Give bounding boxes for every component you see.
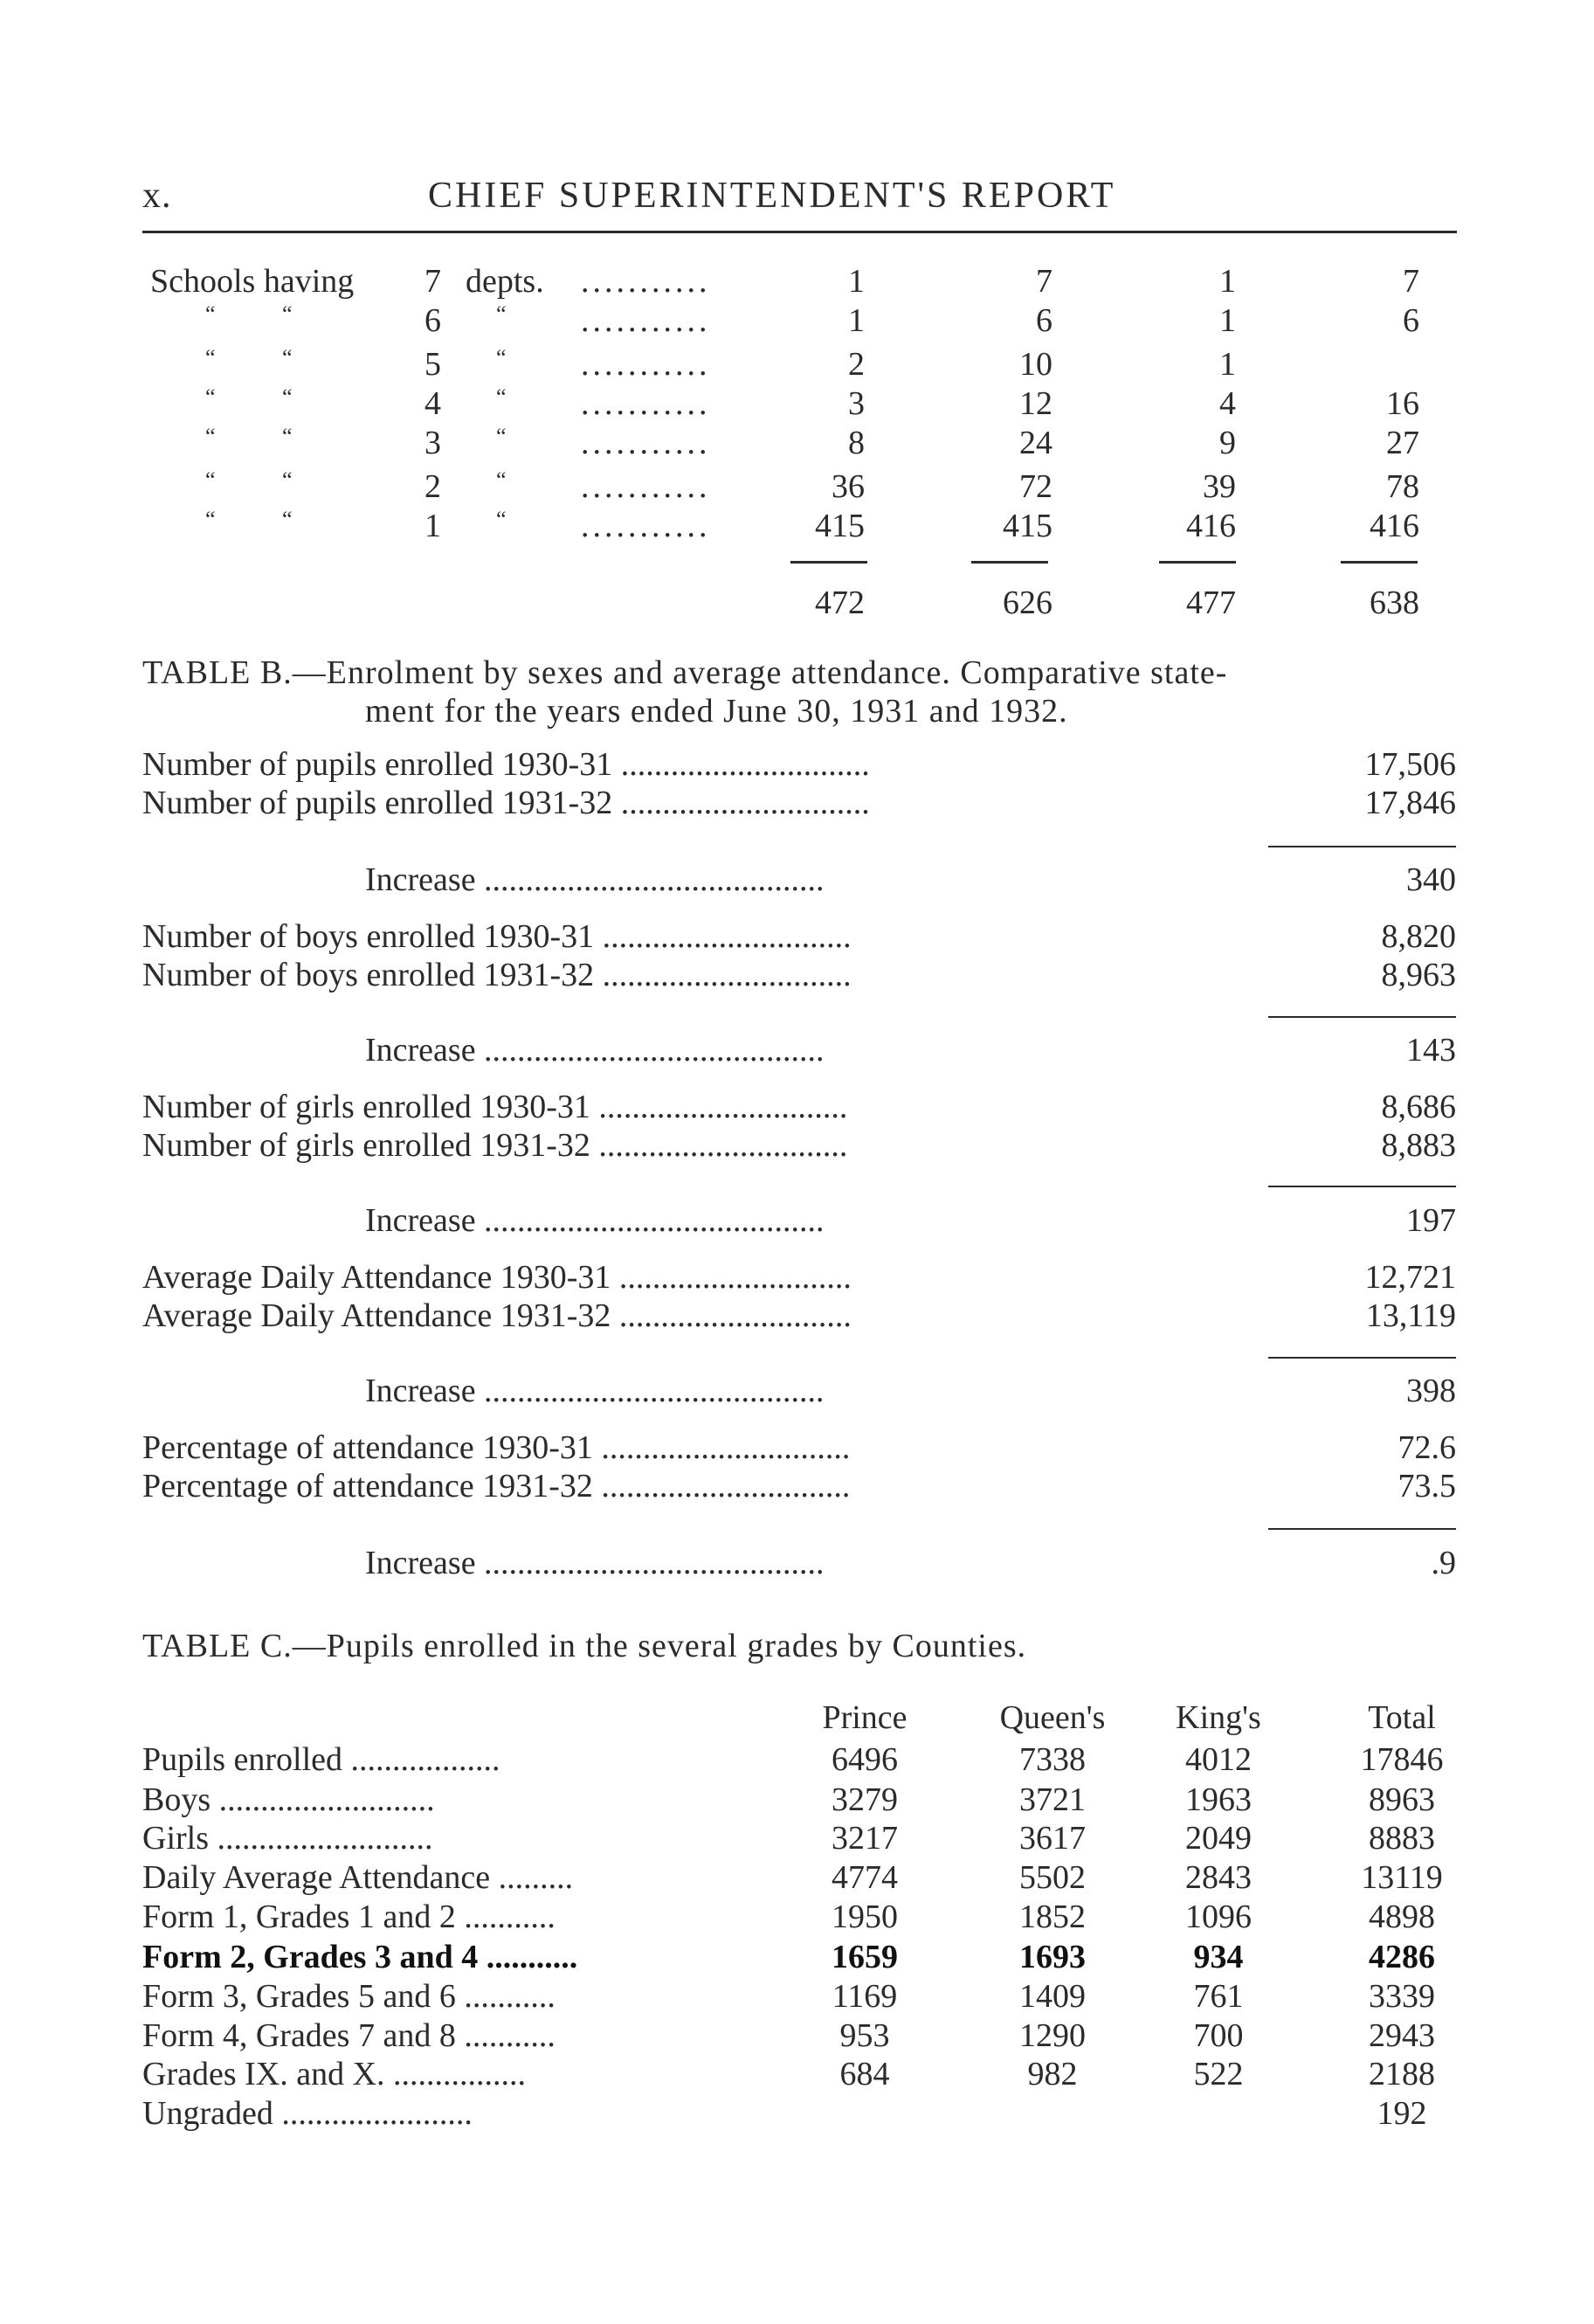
table-c-row xyxy=(0,1740,1594,1781)
row-label: “ “ xyxy=(205,301,293,327)
table-a-cell: 12 xyxy=(1019,385,1052,422)
table-c-cell: 192 xyxy=(1377,2095,1427,2132)
table-a-total: 477 xyxy=(1186,584,1236,621)
table-c-cell: 2843 xyxy=(1185,1859,1252,1896)
row-label: Form 3, Grades 5 and 6 ........... xyxy=(142,1978,555,2015)
page-number: x. xyxy=(142,176,172,216)
sum-rule xyxy=(971,561,1048,564)
table-a-cell: 9 xyxy=(1219,425,1236,461)
table-c-cell: 13119 xyxy=(1361,1859,1443,1896)
unit-label: “ xyxy=(496,507,507,532)
row-value: 73.5 xyxy=(1397,1468,1456,1504)
department-count: 7 xyxy=(424,263,441,300)
table-a-cell: 27 xyxy=(1386,425,1419,461)
table-c-row xyxy=(0,2055,1594,2095)
header-rule xyxy=(142,231,1457,233)
enrolment-row xyxy=(0,1258,1594,1302)
column-header: Total xyxy=(1368,1699,1436,1736)
department-count: 3 xyxy=(424,425,441,461)
row-label: Increase ......................................... xyxy=(365,861,825,898)
leader-dots: ........... xyxy=(581,508,711,544)
table-a-cell: 8 xyxy=(848,425,865,461)
table-a-cell: 416 xyxy=(1186,508,1236,544)
enrolment-row xyxy=(0,1126,1594,1170)
row-label: Average Daily Attendance 1930-31 ............................ xyxy=(142,1259,852,1296)
leader-dots: ........... xyxy=(581,425,711,461)
table-a-cell: 416 xyxy=(1370,508,1419,544)
table-c-cell: 1290 xyxy=(1019,2017,1086,2054)
row-label: Schools having xyxy=(150,263,355,300)
row-value: 13,119 xyxy=(1365,1297,1456,1334)
leader-dots: ........... xyxy=(581,385,711,422)
table-c-cell: 3617 xyxy=(1019,1820,1086,1857)
table-c-cell: 1852 xyxy=(1019,1899,1086,1935)
table-a-total: 626 xyxy=(1003,584,1052,621)
table-c-cell: 1963 xyxy=(1185,1781,1252,1818)
table-c-cell: 3279 xyxy=(832,1781,898,1818)
row-value: 8,686 xyxy=(1381,1089,1456,1125)
sum-rule xyxy=(1268,846,1456,847)
unit-label: “ xyxy=(496,467,507,493)
row-value: 8,963 xyxy=(1381,957,1456,993)
row-label: Form 4, Grades 7 and 8 ........... xyxy=(142,2017,555,2054)
enrolment-row xyxy=(0,1467,1594,1511)
unit-label: “ xyxy=(496,384,507,410)
row-value: 143 xyxy=(1406,1032,1456,1069)
enrolment-row xyxy=(0,784,1594,827)
row-value: 72.6 xyxy=(1397,1429,1456,1466)
table-b-caption-line2: ment for the years ended June 30, 1931 and 1932. xyxy=(365,693,1068,730)
table-a-cell: 39 xyxy=(1203,468,1236,505)
row-label: “ “ xyxy=(205,345,293,370)
table-c-cell: 953 xyxy=(839,2017,890,2054)
table-c-row xyxy=(0,2016,1594,2057)
row-label: Form 1, Grades 1 and 2 ........... xyxy=(142,1899,555,1935)
sum-rule xyxy=(1159,561,1236,564)
leader-dots: ........... xyxy=(581,346,711,383)
table-a-row xyxy=(0,424,1594,464)
increase-row xyxy=(0,861,1594,904)
row-label: Percentage of attendance 1931-32 .............................. xyxy=(142,1468,851,1504)
row-value: 8,883 xyxy=(1381,1127,1456,1164)
row-label: Grades IX. and X. ................ xyxy=(142,2056,527,2092)
increase-row xyxy=(0,1031,1594,1075)
table-a-cell: 1 xyxy=(848,302,865,339)
table-c-cell: 8963 xyxy=(1369,1781,1435,1818)
unit-label: “ xyxy=(496,345,507,370)
table-c-cell: 2188 xyxy=(1369,2056,1435,2092)
row-label: Number of girls enrolled 1931-32 .............................. xyxy=(142,1127,848,1164)
row-value: 17,846 xyxy=(1364,785,1456,821)
row-label: Number of boys enrolled 1930-31 .............................. xyxy=(142,918,852,955)
row-label: Daily Average Attendance ......... xyxy=(142,1859,574,1896)
page-header-title: CHIEF SUPERINTENDENT'S REPORT xyxy=(428,176,1116,216)
table-a-row xyxy=(0,262,1594,302)
table-a-cell: 2 xyxy=(848,346,865,383)
table-c-cell: 1659 xyxy=(832,1939,898,1975)
table-c-row xyxy=(0,1938,1594,1978)
table-a-cell: 1 xyxy=(848,263,865,300)
table-c-cell: 3217 xyxy=(832,1820,898,1857)
enrolment-row xyxy=(0,745,1594,789)
leader-dots: ........... xyxy=(581,263,711,300)
row-label: Percentage of attendance 1930-31 .............................. xyxy=(142,1429,851,1466)
table-c-cell: 684 xyxy=(839,2056,890,2092)
table-a-cell: 6 xyxy=(1403,302,1419,339)
row-label: Number of pupils enrolled 1931-32 .............................. xyxy=(142,785,870,821)
table-c-cell: 3721 xyxy=(1019,1781,1086,1818)
enrolment-row xyxy=(0,1428,1594,1472)
row-value: 12,721 xyxy=(1364,1259,1456,1296)
table-b-caption-line1: TABLE B.—Enrolment by sexes and average attendance. Comparative state- xyxy=(142,654,1228,691)
table-c-cell: 700 xyxy=(1193,2017,1244,2054)
increase-row xyxy=(0,1372,1594,1415)
enrolment-row xyxy=(0,917,1594,961)
row-value: 197 xyxy=(1406,1202,1456,1239)
table-c-cell: 1950 xyxy=(832,1899,898,1935)
table-a-cell: 24 xyxy=(1019,425,1052,461)
table-a-row xyxy=(0,507,1594,547)
row-value: 398 xyxy=(1406,1373,1456,1409)
sum-rule xyxy=(790,561,867,564)
table-c-cell: 522 xyxy=(1193,2056,1244,2092)
table-a-row xyxy=(0,384,1594,425)
row-value: 8,820 xyxy=(1381,918,1456,955)
table-a-cell: 7 xyxy=(1036,263,1052,300)
column-header: Queen's xyxy=(999,1699,1106,1736)
table-a-row xyxy=(0,345,1594,385)
table-a-cell: 1 xyxy=(1219,346,1236,383)
table-c-cell: 7338 xyxy=(1019,1741,1086,1778)
column-header: Prince xyxy=(822,1699,907,1736)
enrolment-row xyxy=(0,956,1594,999)
row-value: 17,506 xyxy=(1364,746,1456,783)
table-a-cell: 78 xyxy=(1386,468,1419,505)
table-c-row xyxy=(0,1781,1594,1821)
row-label: “ “ xyxy=(205,424,293,449)
table-c-row xyxy=(0,1819,1594,1859)
enrolment-row xyxy=(0,1088,1594,1131)
leader-dots: ........... xyxy=(581,468,711,505)
table-c-cell: 6496 xyxy=(832,1741,898,1778)
table-a-cell: 10 xyxy=(1019,346,1052,383)
row-label: Form 2, Grades 3 and 4 ........... xyxy=(142,1939,578,1975)
table-a-cell: 16 xyxy=(1386,385,1419,422)
table-a-cell: 415 xyxy=(1003,508,1052,544)
table-c-cell: 1693 xyxy=(1019,1939,1086,1975)
unit-label: “ xyxy=(496,424,507,449)
table-a-cell: 36 xyxy=(832,468,865,505)
row-value: 340 xyxy=(1406,861,1456,898)
table-c-row xyxy=(0,2094,1594,2134)
table-c-cell: 17846 xyxy=(1360,1741,1444,1778)
department-count: 5 xyxy=(424,346,441,383)
unit-label: depts. xyxy=(466,263,544,300)
table-c-cell: 4286 xyxy=(1369,1939,1435,1975)
leader-dots: ........... xyxy=(581,302,711,339)
table-c-cell: 8883 xyxy=(1369,1820,1435,1857)
row-label: Increase ......................................... xyxy=(365,1545,825,1581)
table-a-cell: 72 xyxy=(1019,468,1052,505)
table-a-cell: 1 xyxy=(1219,302,1236,339)
table-c-cell: 2943 xyxy=(1369,2017,1435,2054)
row-label: Pupils enrolled .................. xyxy=(142,1741,500,1778)
table-c-cell: 982 xyxy=(1027,2056,1078,2092)
table-c-cell: 934 xyxy=(1193,1939,1244,1975)
table-c-row xyxy=(0,1858,1594,1899)
table-a-row xyxy=(0,467,1594,508)
table-a-total: 638 xyxy=(1370,584,1419,621)
table-a-cell: 7 xyxy=(1403,263,1419,300)
column-header: King's xyxy=(1176,1699,1261,1736)
row-label: Increase ......................................... xyxy=(365,1202,825,1239)
table-c-cell: 1409 xyxy=(1019,1978,1086,2015)
increase-row xyxy=(0,1201,1594,1245)
table-c-cell: 1169 xyxy=(832,1978,898,2015)
sum-rule xyxy=(1268,1528,1456,1530)
table-c-cell: 4898 xyxy=(1369,1899,1435,1935)
row-label: Number of girls enrolled 1930-31 .............................. xyxy=(142,1089,848,1125)
row-value: .9 xyxy=(1431,1545,1456,1581)
sum-rule xyxy=(1268,1016,1456,1018)
row-label: “ “ xyxy=(205,467,293,493)
table-a-cell: 415 xyxy=(815,508,865,544)
row-label: Girls .......................... xyxy=(142,1820,433,1857)
table-c-cell: 5502 xyxy=(1019,1859,1086,1896)
sum-rule xyxy=(1268,1357,1456,1359)
increase-row xyxy=(0,1544,1594,1587)
table-c-row xyxy=(0,1898,1594,1938)
table-a-cell: 1 xyxy=(1219,263,1236,300)
sum-rule xyxy=(1341,561,1418,564)
table-c-cell: 3339 xyxy=(1369,1978,1435,2015)
department-count: 1 xyxy=(424,508,441,544)
unit-label: “ xyxy=(496,301,507,327)
table-a-total: 472 xyxy=(815,584,865,621)
row-label: Boys .......................... xyxy=(142,1781,435,1818)
department-count: 2 xyxy=(424,468,441,505)
row-label: Average Daily Attendance 1931-32 ............................ xyxy=(142,1297,852,1334)
row-label: Increase ......................................... xyxy=(365,1373,825,1409)
row-label: Increase ......................................... xyxy=(365,1032,825,1069)
department-count: 4 xyxy=(424,385,441,422)
department-count: 6 xyxy=(424,302,441,339)
row-label: “ “ xyxy=(205,507,293,532)
table-c-cell: 1096 xyxy=(1185,1899,1252,1935)
table-c-cell: 2049 xyxy=(1185,1820,1252,1857)
table-c-cell: 761 xyxy=(1193,1978,1244,2015)
row-label: Number of boys enrolled 1931-32 .............................. xyxy=(142,957,852,993)
table-a-cell: 6 xyxy=(1036,302,1052,339)
table-c-row xyxy=(0,1977,1594,2017)
row-label: “ “ xyxy=(205,384,293,410)
table-a-row xyxy=(0,301,1594,342)
table-c-cell: 4012 xyxy=(1185,1741,1252,1778)
table-a-cell: 3 xyxy=(848,385,865,422)
table-c-cell: 4774 xyxy=(832,1859,898,1896)
enrolment-row xyxy=(0,1297,1594,1340)
sum-rule xyxy=(1268,1186,1456,1187)
table-a-cell: 4 xyxy=(1219,385,1236,422)
table-c-caption: TABLE C.—Pupils enrolled in the several grades by Counties. xyxy=(142,1628,1027,1664)
row-label: Ungraded ....................... xyxy=(142,2095,473,2132)
row-label: Number of pupils enrolled 1930-31 .............................. xyxy=(142,746,870,783)
